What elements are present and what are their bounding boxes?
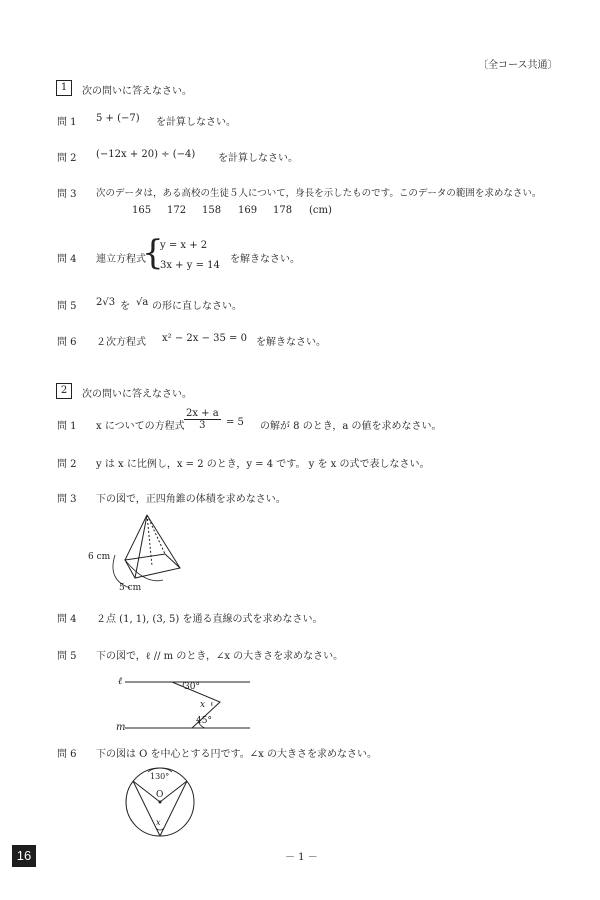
page-number: － 1 －	[285, 852, 318, 863]
line-m-label: m	[116, 722, 126, 733]
s1-q2-expr: (−12x + 20) ÷ (−4)	[96, 149, 196, 160]
s1-q4-text: を解きなさい。	[230, 254, 300, 265]
s1-q1-expr: 5 + (−7)	[96, 113, 140, 124]
s1-q3-label: 問 3	[57, 189, 77, 200]
line-l-label: ℓ	[118, 676, 123, 687]
s1-q3-text: 次のデータは，ある高校の生徒５人について，身長を示したものです。このデータの範囲を求めなさい。	[96, 188, 542, 199]
pyramid-height-label: 6 cm	[88, 552, 111, 562]
page-badge: 16	[12, 845, 36, 867]
s1-q6-text: を解きなさい。	[256, 337, 326, 348]
s1-q6-label: 問 6	[57, 337, 77, 348]
angle-130-label: 130°	[150, 772, 170, 781]
s2-q1-numerator: 2x + a	[186, 408, 219, 419]
s2-q1-label: 問 1	[57, 421, 77, 432]
s1-q3-data-3: 158	[202, 205, 222, 216]
s1-q3-data-2: 172	[167, 205, 187, 216]
s2-q6-text: 下の図は O を中心とする円です。∠x の大きさを求めなさい。	[96, 749, 377, 760]
center-o-label: O	[156, 790, 164, 800]
section-2-title: 次の問いに答えなさい。	[82, 389, 192, 400]
s1-q3-data-4: 169	[238, 205, 258, 216]
s1-q2-label: 問 2	[57, 153, 77, 164]
s2-q2-text: y は x に比例し，x = 2 のとき，y = 4 です。 y を x の式で表しなさい。	[96, 459, 430, 470]
s2-q3-label: 問 3	[57, 494, 77, 505]
s1-q3-data-5: 178	[273, 205, 293, 216]
angle-x-label: x	[200, 700, 206, 710]
s2-q3-text: 下の図で，正四角錐の体積を求めなさい。	[96, 494, 286, 505]
s1-q4-eq2: 3x + y = 14	[160, 260, 220, 271]
section-2-number: 2	[56, 383, 72, 399]
section-1-title: 次の問いに答えなさい。	[82, 86, 192, 97]
s1-q5-form: √a	[136, 297, 149, 308]
s2-q5-text: 下の図で，ℓ // m のとき，∠x の大きさを求めなさい。	[96, 651, 344, 662]
s2-q4-text: ２点 (1, 1), (3, 5) を通る直線の式を求めなさい。	[96, 614, 323, 625]
s1-q2-text: を計算しなさい。	[218, 153, 298, 164]
s1-q3-data-1: 165	[132, 205, 152, 216]
s2-q6-label: 問 6	[57, 749, 77, 760]
s1-q6-expr: x² − 2x − 35 = 0	[162, 333, 247, 344]
angle-30-label: 30°	[184, 682, 200, 692]
s2-q1-text: の解が 8 のとき，a の値を求めなさい。	[260, 421, 442, 432]
s1-q4-prefix: 連立方程式	[96, 254, 146, 265]
circle-angle-x-label: x	[156, 818, 161, 827]
s1-q3-unit: (cm)	[309, 205, 332, 216]
section-1-number: 1	[56, 80, 72, 96]
s2-q1-denominator: 3	[199, 420, 206, 431]
s1-q4-brace: {	[142, 233, 164, 273]
s1-q5-text: の形に直しなさい。	[152, 301, 242, 312]
s1-q1-label: 問 1	[57, 117, 77, 128]
course-header: 〔全コース共通〕	[478, 60, 558, 71]
s1-q6-prefix: ２次方程式	[96, 337, 146, 348]
s2-q1-rhs: = 5	[226, 417, 244, 428]
s2-q2-label: 問 2	[57, 459, 77, 470]
s1-q5-label: 問 5	[57, 301, 77, 312]
angle-45-label: 45°	[196, 716, 212, 726]
s2-q1-prefix: x についての方程式	[96, 421, 185, 432]
s1-q1-text: を計算しなさい。	[156, 117, 236, 128]
pyramid-base-label: 5 cm	[119, 583, 142, 593]
s1-q5-mid: を	[120, 301, 130, 312]
s1-q4-eq1: y = x + 2	[160, 240, 208, 251]
s1-q5-expr: 2√3	[96, 297, 116, 308]
s2-q5-label: 問 5	[57, 651, 77, 662]
s2-q4-label: 問 4	[57, 614, 77, 625]
parallel-lines-figure	[110, 670, 270, 740]
s1-q4-label: 問 4	[57, 254, 77, 265]
s2-q1-fraction	[184, 408, 221, 431]
